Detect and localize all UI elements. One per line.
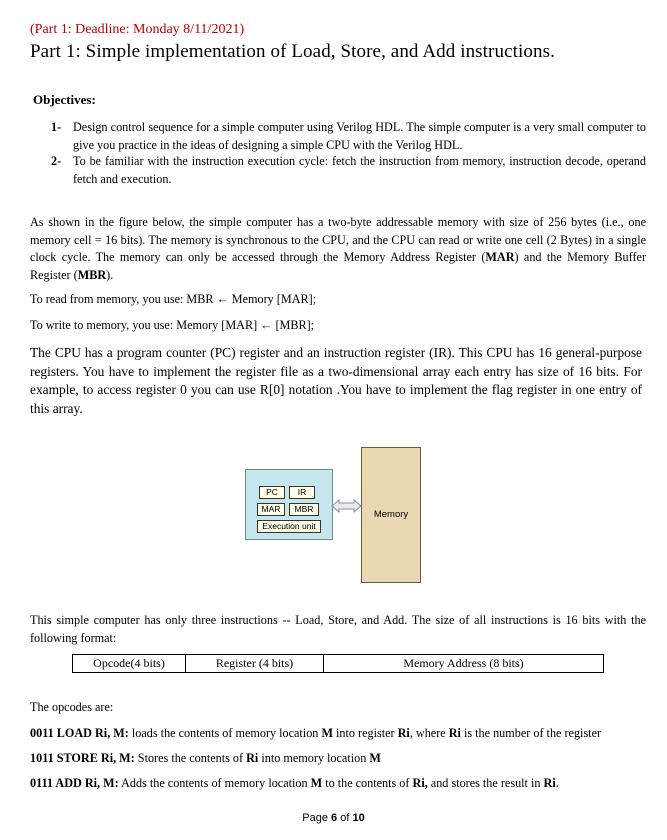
opcode-load: 0011 LOAD Ri, M: loads the contents of memory location M into register Ri, where Ri is the number of the register <box>30 726 602 740</box>
instruction-format-table <box>72 654 604 673</box>
bus-arrow <box>331 499 362 513</box>
memory-block <box>361 447 421 583</box>
deadline-text: (Part 1: Deadline: Monday 8/11/2021) <box>30 22 245 37</box>
page-title: Part 1: Simple implementation of Load, Store, and Add instructions. <box>30 41 555 62</box>
ir-register: IR <box>289 486 315 499</box>
page-number: Page 6 of 10 <box>302 812 365 824</box>
read-memory-line: To read from memory, you use: MBR ← Memory [MAR]; <box>30 292 317 306</box>
memory-address-field: Memory Address (8 bits) <box>403 656 524 670</box>
objective-text: Design control sequence for a simple computer using Verilog HDL. The simple computer is a very small computer to give you practice in the ideas of designing a simple CPU with the Verilog HDL. <box>73 120 646 152</box>
memory-description: As shown in the figure below, the simple computer has a two-byte addressable memory with size of 256 bytes (i.e., one memory cell = 16 bits). The memory is synchronous to the CPU, and the CPU can read or write one cell (2 Bytes) in a single clock cycle. The memory can only be accessed through the Memory Address Register (MAR) and the Memory Buffer Register (MBR). <box>30 215 646 282</box>
register-field: Register (4 bits) <box>186 655 324 672</box>
cpu-block <box>245 469 333 540</box>
objective-number: 1- <box>51 120 62 134</box>
objectives-heading: Objectives: <box>33 92 96 107</box>
opcodes-heading: The opcodes are: <box>30 700 114 714</box>
objective-text: To be familiar with the instruction execution cycle: fetch the instruction from memory, instruction decode, operand fetch and execution. <box>73 154 646 186</box>
pc-register: PC <box>259 486 285 499</box>
instruction-intro: This simple computer has only three instructions -- Load, Store, and Add. The size of all instructions is 16 bits with the following format: <box>30 613 646 645</box>
objective-item-1 <box>51 118 651 154</box>
execution-unit: Execution unit <box>257 520 321 533</box>
opcode-add: 0111 ADD Ri, M: Adds the contents of memory location M to the contents of Ri, and stores the result in Ri. <box>30 776 559 790</box>
opcode-store: 1011 STORE Ri, M: Stores the contents of Ri into memory location M <box>30 751 381 765</box>
mar-register: MAR <box>257 503 285 516</box>
cpu-description: The CPU has a program counter (PC) register and an instruction register (IR). This CPU has 16 general-purpose registers. You have to implement the register file as a two-dimensional array each entry has size of 16 bits. For example, to access register 0 you can use R[0] notation .You have to implement the flag register in one entry of this array. <box>30 345 642 416</box>
memory-label: Memory <box>373 509 409 520</box>
opcode-field: Opcode(4 bits) <box>73 655 186 672</box>
objective-number: 2- <box>51 154 62 168</box>
write-memory-line: To write to memory, you use: Memory [MAR] ← [MBR]; <box>30 318 315 332</box>
mbr-register: MBR <box>289 503 319 516</box>
objective-item-2 <box>51 152 651 188</box>
